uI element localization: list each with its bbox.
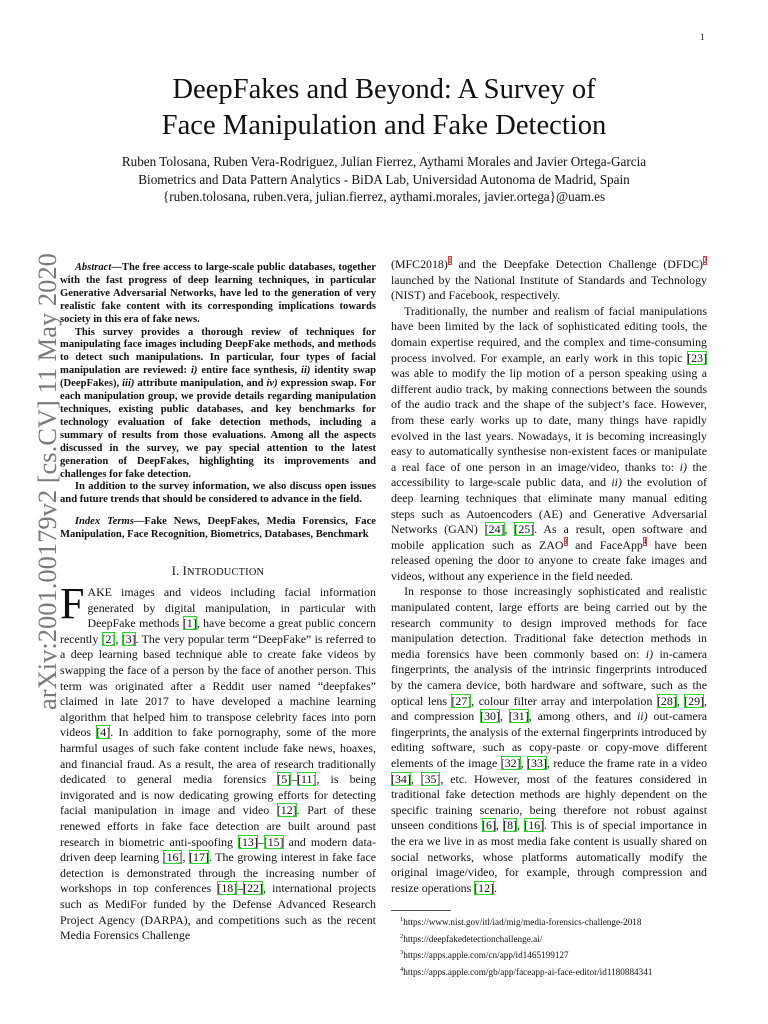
citation-link[interactable]: [33]: [527, 756, 547, 770]
footnote-url[interactable]: https://www.nist.gov/itl/iad/mig/media-forensics-challenge-2018: [403, 917, 642, 928]
citation-link[interactable]: [16]: [162, 850, 183, 865]
citation-link[interactable]: [2]: [101, 631, 116, 646]
citation-link[interactable]: [31]: [508, 709, 529, 724]
footnote-3: $^3$https://apps.apple.com/cn/app/id1465199127: [400, 949, 569, 961]
paper-title: [60, 72, 708, 144]
right-paragraph-2: Traditionally, the number and realism of facial manipulations have been limited by the lack of sophisticated editing tools, the domain expertise required, and the complex and time-consuming process involved. For example, an early work in this topic [23] was able to modify the lip motion of a person speaking using a different audio track, by making connections between the sounds of the audio track and the shape of the subject’s face. However, from these early works up to date, many things have rapidly evolved in the last years. Nowadays, it is becoming increasingly easy to automatically synthesise non-existent faces or manipulate a real face of one person in an image/video, thanks to: i) the accessibility to large-scale public data, and ii) the evolution of deep learning techniques that eliminate many manual editing steps such as Autoencoders (AE) and Generative Adversarial Networks (GAN) [24], [25]. As a result, open software and mobile application such as ZAO$^3$ and FaceApp$^4$ have been released opening the door to anyone to create fake images and videos, without any experience in the field needed.: [391, 303, 707, 583]
author-names: Ruben Tolosana, Ruben Vera-Rodriguez, Julian Fierrez, Aythami Morales and Javier Ortega-Garcia: [121, 154, 647, 169]
page-number: 1: [700, 32, 705, 42]
section-heading-introduction: I. INTRODUCTION: [171, 564, 265, 579]
citation-link[interactable]: [32]: [500, 756, 521, 770]
citation-link[interactable]: [24]: [484, 522, 505, 537]
left-column: [60, 262, 376, 944]
citation-link[interactable]: [18]: [217, 881, 238, 896]
citation-link[interactable]: [29]: [684, 693, 705, 708]
arxiv-identifier: arXiv:2001.00179v2 [cs.CV] 11 May 2020: [32, 253, 62, 710]
footnote-link[interactable]: 1: [447, 256, 452, 266]
right-paragraph-1: (MFC2018)$^1$ and the Deepfake Detection Challenge (DFDC)$^2$ launched by the National Institute of Standards and Technology (NIST) and Facebook, respectively.: [391, 256, 707, 303]
title-line-1: DeepFakes and Beyond: A Survey of: [172, 74, 596, 105]
introduction-body: [60, 579, 377, 944]
citation-link[interactable]: [4]: [96, 725, 111, 740]
right-paragraph-3: In response to those increasingly sophisticated and realistic manipulated content, large efforts are being carried out by the research community to design improved methods for face manipulation detection. Traditional fake detection methods in media forensics have been commonly based on: i) in-camera fingerprints, the analysis of the intrinsic fingerprints introduced by the camera device, both hardware and software, such as the optical lens [27], colour filter array and interpolation [28], [29], and compression [30], [31], among others, and ii) out-camera fingerprints, the analysis of the external fingerprints introduced by editing software, such as copy-paste or copy-move different elements of the image [32], [33], reduce the frame rate in a video [34], [35], etc. However, most of the features considered in traditional fake detection methods are highly dependent on the specific training scenario, being therefore not robust against unseen conditions [6], [8], [16]. This is of special importance in the era we live in as most media fake content is usually shared on social networks, whose platforms automatically modify the original image/video, for example, through compression and resize operations [12].: [391, 584, 708, 895]
citation-link[interactable]: [6]: [482, 818, 496, 833]
arxiv-sidebar: [10, 253, 62, 710]
citation-link[interactable]: [5]: [277, 772, 292, 787]
citation-link[interactable]: [16]: [524, 818, 545, 833]
abstract-paragraph-1: Abstract—The free access to large-scale public databases, together with the fast progress of deep learning techniques, in particular Generative Adversarial Networks, have led to the generation of very realistic fake content with its corresponding implications towards society in this era of fake news.: [60, 262, 376, 325]
footnote-1: $^1$https://www.nist.gov/itl/iad/mig/media-forensics-challenge-2018: [400, 916, 642, 928]
citation-link[interactable]: [27]: [451, 693, 472, 708]
footnotes: [400, 913, 710, 980]
citation-link[interactable]: [30]: [480, 709, 500, 724]
footnote-4: $^4$https://apps.apple.com/gb/app/faceapp-ai-face-editor/id1180884341: [400, 965, 653, 978]
citation-link[interactable]: [23]: [687, 350, 707, 365]
citation-link[interactable]: [1]: [182, 616, 197, 631]
intro-paragraph: FAKE images and videos including facial information generated by digital manipulation, in particular with DeepFake methods [1], have become a great public concern recently [2], [3]. The very popular term “DeepFake” is referred to a deep learning based technique able to create fake videos by swapping the face of a person by the face of another person. This term was originated after a Reddit user named “deepfakes” claimed in late 2017 to have developed a machine learning algorithm that helped him to transpose celebrity faces into porn videos [4]. In addition to fake pornography, some of the more harmful usages of such fake content include fake news, hoaxes, and financial fraud. As a result, the area of research traditionally dedicated to general media forensics [5]–[11], is being invigorated and is now dedicating growing efforts for detecting facial manipulation in image and video [12]. Part of these renewed efforts in fake face detection are built around past research in biometric anti-spoofing [13]–[15] and modern data-driven deep learning [16], [17]. The growing interest in fake face detection is demonstrated through the increasing number of workshops in top conferences [18]–[22], international projects such as MediFor funded by the Defense Advanced Research Project Agency (DARPA), and competitions such as the recent Media Forensics Challenge: [60, 579, 377, 943]
citation-link[interactable]: [13]: [238, 834, 258, 849]
citation-link[interactable]: [12]: [474, 880, 495, 895]
abstract-paragraph-3: In addition to the survey information, we also discuss open issues and future trends that should be considered to advance in the field.: [60, 481, 376, 506]
citation-link[interactable]: [3]: [121, 631, 136, 646]
citation-link[interactable]: [12]: [276, 803, 297, 818]
index-terms: Index Terms—Fake News, DeepFakes, Media Forensics, Face Manipulation, Face Recognition, Biometrics, Databases, Benchmark: [60, 516, 377, 541]
footnote-url[interactable]: https://deepfakedetectionchallenge.ai/: [403, 933, 543, 944]
author-emails: {ruben.tolosana, ruben.vera, julian.fierrez, aythami.morales, javier.ortega}@uam.es: [162, 189, 606, 204]
citation-link[interactable]: [8]: [503, 818, 518, 833]
abstract: [60, 262, 376, 542]
footnote-divider: [391, 910, 451, 911]
footnote-link[interactable]: 3: [563, 536, 568, 546]
right-column: [391, 257, 707, 896]
citation-link[interactable]: [17]: [189, 850, 209, 865]
title-line-2: Face Manipulation and Fake Detection: [161, 110, 607, 141]
author-affiliation: Biometrics and Data Pattern Analytics - BiDA Lab, Universidad Autonoma de Madrid, Spain: [138, 171, 630, 187]
author-block: [60, 153, 708, 206]
citation-link[interactable]: [34]: [391, 771, 411, 786]
footnote-url[interactable]: https://apps.apple.com/gb/app/faceapp-ai-face-editor/id1180884341: [403, 967, 653, 978]
citation-link[interactable]: [15]: [263, 834, 284, 849]
drop-cap: F: [60, 579, 85, 629]
citation-link[interactable]: [25]: [514, 522, 535, 537]
citation-link[interactable]: [35]: [420, 771, 441, 786]
abstract-paragraph-2: This survey provides a thorough review of techniques for manipulating face images including DeepFake methods, and methods to detect such manipulations. In particular, four types of facial manipulation are reviewed: i) entire face synthesis, ii) identity swap (DeepFakes), iii) attribute manipulation, and iv) expression swap. For each manipulation group, we provide details regarding manipulation techniques, existing public databases, and key benchmarks for technology evaluation of fake detection methods, including a summary of results from those evaluations. Among all the aspects discussed in the survey, we pay special attention to the latest generation of DeepFakes, highlighting its improvements and challenges for fake detection.: [60, 326, 377, 480]
citation-link[interactable]: [11]: [297, 772, 317, 787]
citation-link[interactable]: [22]: [243, 881, 263, 896]
footnote-link[interactable]: 2: [703, 256, 707, 266]
footnote-2: $^2$https://deepfakedetectionchallenge.ai/: [400, 932, 543, 944]
footnote-url[interactable]: https://apps.apple.com/cn/app/id1465199127: [403, 950, 569, 961]
footnote-link[interactable]: 4: [642, 536, 647, 546]
citation-link[interactable]: [28]: [656, 693, 677, 708]
